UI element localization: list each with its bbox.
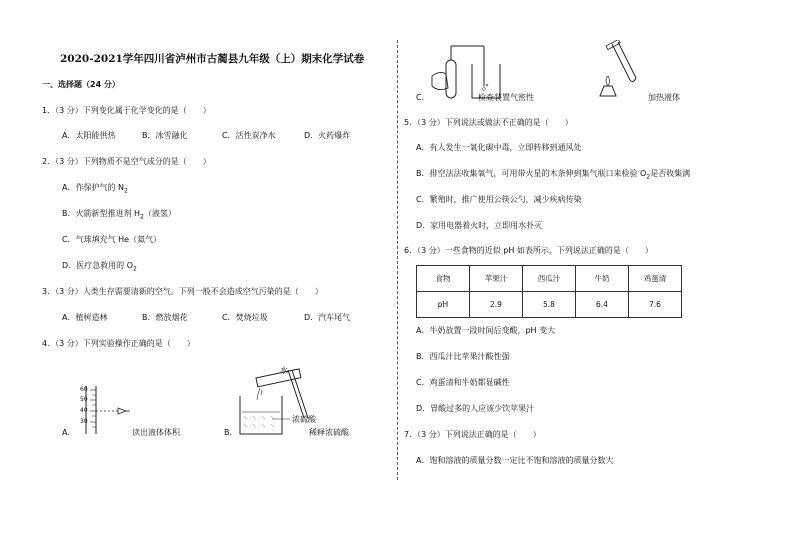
q2-option-d-sub: 2 xyxy=(133,265,137,273)
q1-option-c: C．活性炭净水 xyxy=(222,131,276,140)
q4-b-water-label: 水 xyxy=(280,366,288,375)
q2-option-b-text: B．火箭新型推进剂 H xyxy=(62,209,141,218)
q6-option-d: D．胃酸过多的人应该少饮苹果汁 xyxy=(416,404,535,413)
table-row xyxy=(417,266,682,292)
q3-option-d: D．汽车尾气 xyxy=(304,313,351,322)
table-cell: 6.4 xyxy=(576,292,629,318)
q2-option-b-tail: （液氢） xyxy=(143,209,176,218)
q1-option-b: B．冰雪融化 xyxy=(142,131,188,140)
table-header-cell: 苹果汁 xyxy=(470,266,523,292)
q1-option-d: D．火药爆炸 xyxy=(304,131,351,140)
ph-table xyxy=(416,265,682,318)
q6-option-a: A．牛奶放置一段时间后变酸，pH 变大 xyxy=(416,326,556,335)
column-divider xyxy=(397,40,398,480)
q5-option-b-sub: 2 xyxy=(646,173,651,181)
q5-option-b-tail: 是否收集满 xyxy=(650,169,691,178)
table-cell: 5.8 xyxy=(523,292,576,318)
table-cell: 2.9 xyxy=(470,292,523,318)
q7-stem: 7．（3 分）下列说法正确的是（ ） xyxy=(404,430,541,439)
cylinder-mark-40: 40 xyxy=(80,407,88,414)
table-header-cell: 牛奶 xyxy=(576,266,629,292)
q6-option-c: C．鸡蛋清和牛奶都显碱性 xyxy=(416,378,510,387)
q2-option-b-sub: 2 xyxy=(140,213,144,221)
table-header-cell: 西瓜汁 xyxy=(523,266,576,292)
q5-option-a: A．有人发生一氧化碳中毒，立即转移到通风处 xyxy=(416,143,582,152)
q4-stem: 4．（3 分）下列实验操作正确的是（ ） xyxy=(42,339,195,348)
q4-option-b-caption: 稀释浓硫酸 xyxy=(309,428,349,437)
q6-stem: 6．（3 分）一些食物的近似 pH 如表所示，下列说法正确的是（ ） xyxy=(404,246,653,255)
q2-option-b xyxy=(62,209,176,223)
heating-liquid-figure xyxy=(586,40,646,100)
q4-option-d-caption: 加热液体 xyxy=(648,93,680,102)
q4-b-acid-label: 浓硫酸 xyxy=(292,415,316,424)
q3-option-a: A．植树造林 xyxy=(62,313,108,322)
q2-option-c: C．气球填充气 He（氦气） xyxy=(62,235,162,244)
q2-stem: 2．（3 分）下列物质不是空气成分的是（ ） xyxy=(42,157,211,166)
q4-option-c-caption: 检查装置气密性 xyxy=(478,93,534,102)
q3-stem: 3．（3 分）人类生存需要清新的空气。下列一般不会造成空气污染的是（ ） xyxy=(42,287,323,296)
q5-stem: 5．（3 分）下列说法或做法不正确的是（ ） xyxy=(404,118,573,127)
section-heading: 一、选择题（24 分） xyxy=(42,80,120,89)
q4-option-a-caption: 读出液体体积 xyxy=(132,428,180,437)
q4-option-b-label: B． xyxy=(224,428,238,437)
q2-option-a xyxy=(62,183,128,197)
q4-option-a-label: A． xyxy=(62,428,76,437)
q5-option-b-text: B．排空法法收集氧气，可用带火星的木条伸到集气瓶口来检验 O xyxy=(416,169,647,178)
q5-option-d: D．家用电器着火时，立即用水扑灭 xyxy=(416,221,543,230)
cylinder-mark-30: 30 xyxy=(80,418,88,425)
q1-option-a: A．太阳能供热 xyxy=(62,131,116,140)
q2-option-d-text: D．医疗急救用的 O xyxy=(62,261,133,270)
q4-option-c-label: C． xyxy=(416,93,430,102)
q5-option-b xyxy=(416,169,690,183)
q7-option-a: A．饱和溶液的质量分数一定比不饱和溶液的质量分数大 xyxy=(416,456,614,465)
q2-option-a-text: A．作保护气的 N xyxy=(62,183,124,192)
table-row xyxy=(417,292,682,318)
table-header-cell: 食物 xyxy=(417,266,470,292)
q2-option-d xyxy=(62,261,137,275)
q6-option-b: B．西瓜汁比苹果汁酸性强 xyxy=(416,352,510,361)
table-cell: pH xyxy=(417,292,470,318)
q1-stem: 1．（3 分）下列变化属于化学变化的是（ ） xyxy=(42,106,211,115)
q5-option-c: C．繁殖时，推广使用公筷公勺，减少疾病传染 xyxy=(416,195,582,204)
q3-option-b: B．燃放烟花 xyxy=(142,313,188,322)
exam-title: 2020-2021学年四川省泸州市古蔺县九年级（上）期末化学试卷 xyxy=(60,53,365,65)
cylinder-mark-50: 50 xyxy=(80,396,88,403)
q2-option-a-sub: 2 xyxy=(124,187,128,195)
q3-option-c: C．焚烧垃圾 xyxy=(222,313,268,322)
cylinder-mark-60: 60 xyxy=(80,386,88,393)
table-header-cell: 鸡蛋清 xyxy=(629,266,682,292)
table-cell: 7.6 xyxy=(629,292,682,318)
